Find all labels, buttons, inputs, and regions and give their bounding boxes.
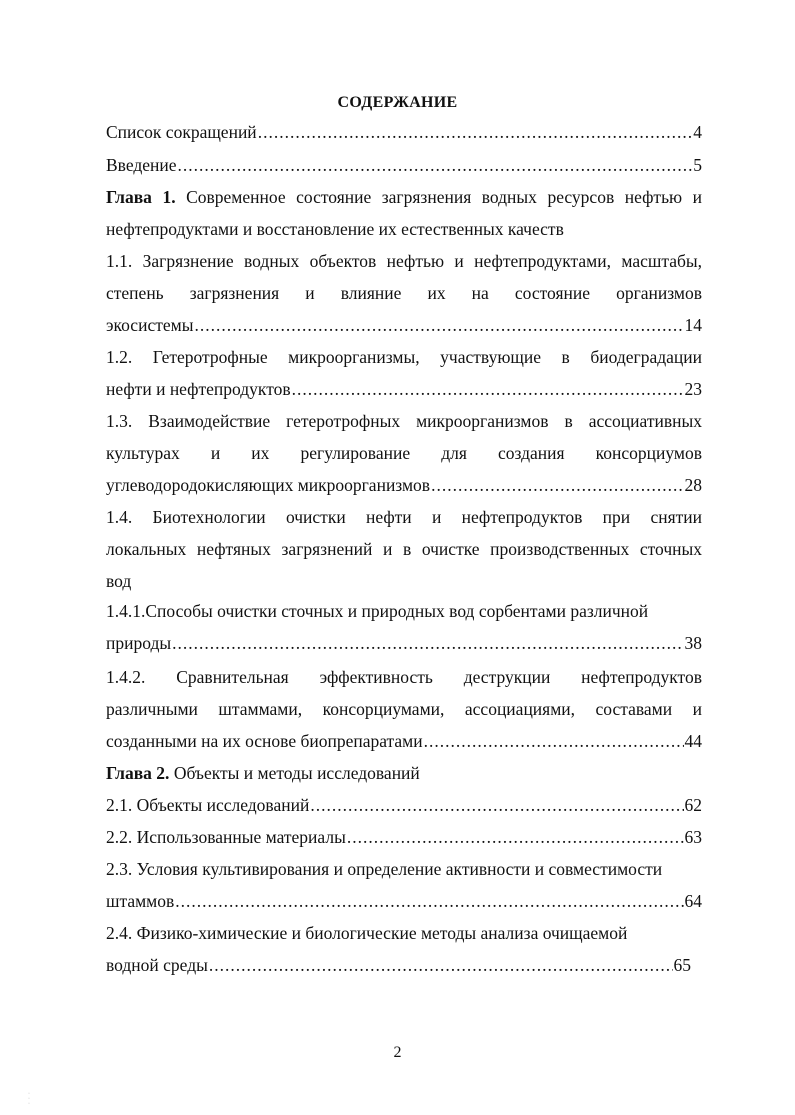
- toc-leader: [292, 378, 684, 400]
- toc-entry-line: 1.4. Биотехнологии очистки нефти и нефтепродуктов при снятии: [106, 507, 702, 527]
- toc-page-number: 14: [684, 315, 702, 335]
- toc-entry: [106, 632, 702, 654]
- page-number: 2: [393, 1044, 402, 1061]
- toc-entry-title: углеводородокисляющих микроорганизмов: [106, 475, 431, 495]
- toc-entry: [106, 121, 702, 143]
- toc-leader: [431, 474, 683, 496]
- toc-entry: [106, 154, 702, 176]
- toc-leader: [424, 730, 684, 752]
- toc-entry: [106, 890, 702, 912]
- toc-entry-title: природы: [106, 633, 172, 653]
- toc-page-number: 44: [684, 731, 702, 751]
- toc-page-number: 65: [673, 955, 691, 975]
- toc-page-number: 5: [693, 155, 702, 175]
- toc-entry-line: 1.1. Загрязнение водных объектов нефтью и нефтепродуктами, масштабы,: [106, 251, 702, 271]
- toc-leader: [178, 154, 693, 176]
- toc-entry-title: штаммов: [106, 891, 175, 911]
- toc-entry-line: культурах и их регулирование для создания консорциумов: [106, 443, 702, 463]
- toc-chapter-heading: [106, 186, 702, 208]
- toc-entry-title: экосистемы: [106, 315, 194, 335]
- chapter-label: Глава 1.: [106, 187, 176, 207]
- toc-page-number: 28: [684, 475, 702, 495]
- toc-entry-line: 1.2. Гетеротрофные микроорганизмы, участвующие в биодеградации: [106, 347, 702, 367]
- toc-entry-line: степень загрязнения и влияние их на состояние организмов: [106, 283, 702, 303]
- toc-leader: [209, 954, 673, 976]
- toc-entry-title: созданными на их основе биопрепаратами: [106, 731, 423, 751]
- toc-leader: [194, 314, 683, 336]
- toc-entry: [106, 954, 691, 976]
- toc-chapter-heading-line: нефтепродуктами и восстановление их естественных качеств: [106, 219, 564, 239]
- toc-page-number: 38: [684, 633, 702, 653]
- toc-entry-line: локальных нефтяных загрязнений и в очистке производственных сточных: [106, 539, 702, 559]
- toc-entry-line: различными штаммами, консорциумами, ассоциациями, составами и: [106, 699, 702, 719]
- toc-entry-line: 1.4.1.Способы очистки сточных и природных вод сорбентами различной: [106, 601, 649, 621]
- toc-entry: [106, 378, 702, 400]
- toc-page-number: 64: [684, 891, 702, 911]
- toc-entry: [106, 474, 702, 496]
- toc-entry: [106, 730, 702, 752]
- scan-artifact: · · ·: [28, 1091, 30, 1107]
- toc-leader: [172, 632, 683, 654]
- toc-leader: [310, 794, 683, 816]
- toc-entry-title: Введение: [106, 155, 177, 175]
- toc-entry: [106, 314, 702, 336]
- chapter-title-line: Современное состояние загрязнения водных ресурсов нефтью и: [186, 187, 702, 207]
- page-title: СОДЕРЖАНИЕ: [337, 94, 458, 111]
- toc-page-number: 4: [693, 122, 702, 142]
- toc-page-number: 23: [684, 379, 702, 399]
- toc-entry: [106, 794, 702, 816]
- toc-entry-title: 2.2. Использованные материалы: [106, 827, 346, 847]
- chapter-title-line: Объекты и методы исследований: [173, 763, 420, 783]
- chapter-label: Глава 2.: [106, 763, 170, 783]
- toc-leader: [347, 826, 684, 848]
- toc-entry-title: Список сокращений: [106, 122, 257, 142]
- toc-page-number: 62: [684, 795, 702, 815]
- toc-entry-line: 2.4. Физико-химические и биологические методы анализа очищаемой: [106, 923, 628, 943]
- toc-entry-line: 1.4.2. Сравнительная эффективность деструкции нефтепродуктов: [106, 667, 702, 687]
- toc-entry: [106, 826, 702, 848]
- toc-entry-line: вод: [106, 571, 132, 591]
- toc-entry-title: нефти и нефтепродуктов: [106, 379, 291, 399]
- toc-entry-line: 1.3. Взаимодействие гетеротрофных микроорганизмов в ассоциативных: [106, 411, 702, 431]
- toc-page-number: 63: [684, 827, 702, 847]
- toc-chapter-heading: [106, 762, 702, 784]
- toc-entry-title: 2.1. Объекты исследований: [106, 795, 310, 815]
- toc-entry-title: водной среды: [106, 955, 208, 975]
- toc-leader: [175, 890, 683, 912]
- toc-entry-line: 2.3. Условия культивирования и определение активности и совместимости: [106, 859, 663, 879]
- toc-leader: [258, 121, 693, 143]
